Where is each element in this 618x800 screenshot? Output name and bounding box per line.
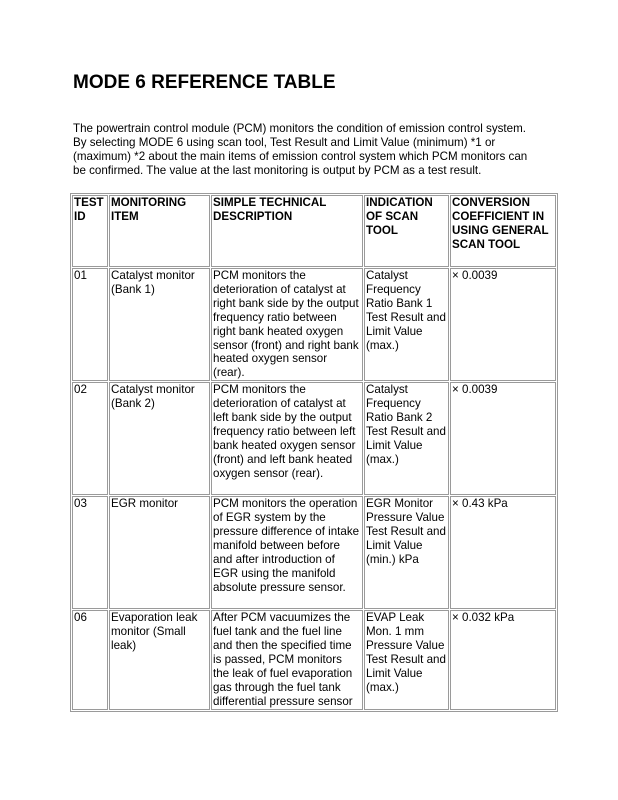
cell-test-id: 06 [72,610,108,710]
cell-coefficient: × 0.43 kPa [450,496,556,609]
header-test-id: TEST ID [72,195,108,267]
header-technical-description: SIMPLE TECHNICAL DESCRIPTION [211,195,363,267]
intro-paragraph: By selecting MODE 6 using scan tool, Test Result and Limit Value (minimum) *1 or (maximum) *2 about the main items of emission control system which PCM monitors can be confirmed. The value at the last monitoring is output by PCM as a test result. [73,136,528,177]
intro-text [73,122,533,178]
header-scan-tool-indication: INDICATION OF SCAN TOOL [364,195,449,267]
cell-indication: EVAP Leak Mon. 1 mm Pressure Value Test Result and Limit Value (max.) [364,610,449,710]
cell-monitoring-item: EGR monitor [109,496,210,609]
table-row [72,496,556,609]
cell-monitoring-item: Catalyst monitor (Bank 2) [109,382,210,495]
header-conversion-coefficient: CONVERSION COEFFICIENT IN USING GENERAL SCAN TOOL [450,195,556,267]
cell-indication: Catalyst Frequency Ratio Bank 1 Test Result and Limit Value (max.) [364,268,449,381]
page-title: MODE 6 REFERENCE TABLE [73,72,336,93]
intro-paragraph: The powertrain control module (PCM) monitors the condition of emission control system. [73,122,526,135]
header-monitoring-item: MONITORING ITEM [109,195,210,267]
cell-test-id: 03 [72,496,108,609]
cell-test-id: 01 [72,268,108,381]
cell-coefficient: × 0.032 kPa [450,610,556,710]
cell-indication: EGR Monitor Pressure Value Test Result and Limit Value (min.) kPa [364,496,449,609]
cell-description: PCM monitors the deterioration of catalyst at left bank side by the output frequency ratio between left bank heated oxygen sensor (front) and left bank heated oxygen sensor (rear). [211,382,363,495]
mode6-reference-table [70,193,558,712]
table-header-row [72,195,556,267]
cell-test-id: 02 [72,382,108,495]
table-row [72,610,556,710]
table-row [72,382,556,495]
cell-monitoring-item: Evaporation leak monitor (Small leak) [109,610,210,710]
table-row [72,268,556,381]
cell-description: PCM monitors the operation of EGR system by the pressure difference of intake manifold between before and after introduction of EGR using the manifold absolute pressure sensor. [211,496,363,609]
cell-coefficient: × 0.0039 [450,382,556,495]
cell-indication: Catalyst Frequency Ratio Bank 2 Test Result and Limit Value (max.) [364,382,449,495]
cell-monitoring-item: Catalyst monitor (Bank 1) [109,268,210,381]
cell-coefficient: × 0.0039 [450,268,556,381]
cell-description: After PCM vacuumizes the fuel tank and the fuel line and then the specified time is passed, PCM monitors the leak of fuel evaporation gas through the fuel tank differential pressure sensor [211,610,363,710]
cell-description: PCM monitors the deterioration of catalyst at right bank side by the output frequency ratio between right bank heated oxygen sensor (front) and right bank heated oxygen sensor (rear). [211,268,363,381]
